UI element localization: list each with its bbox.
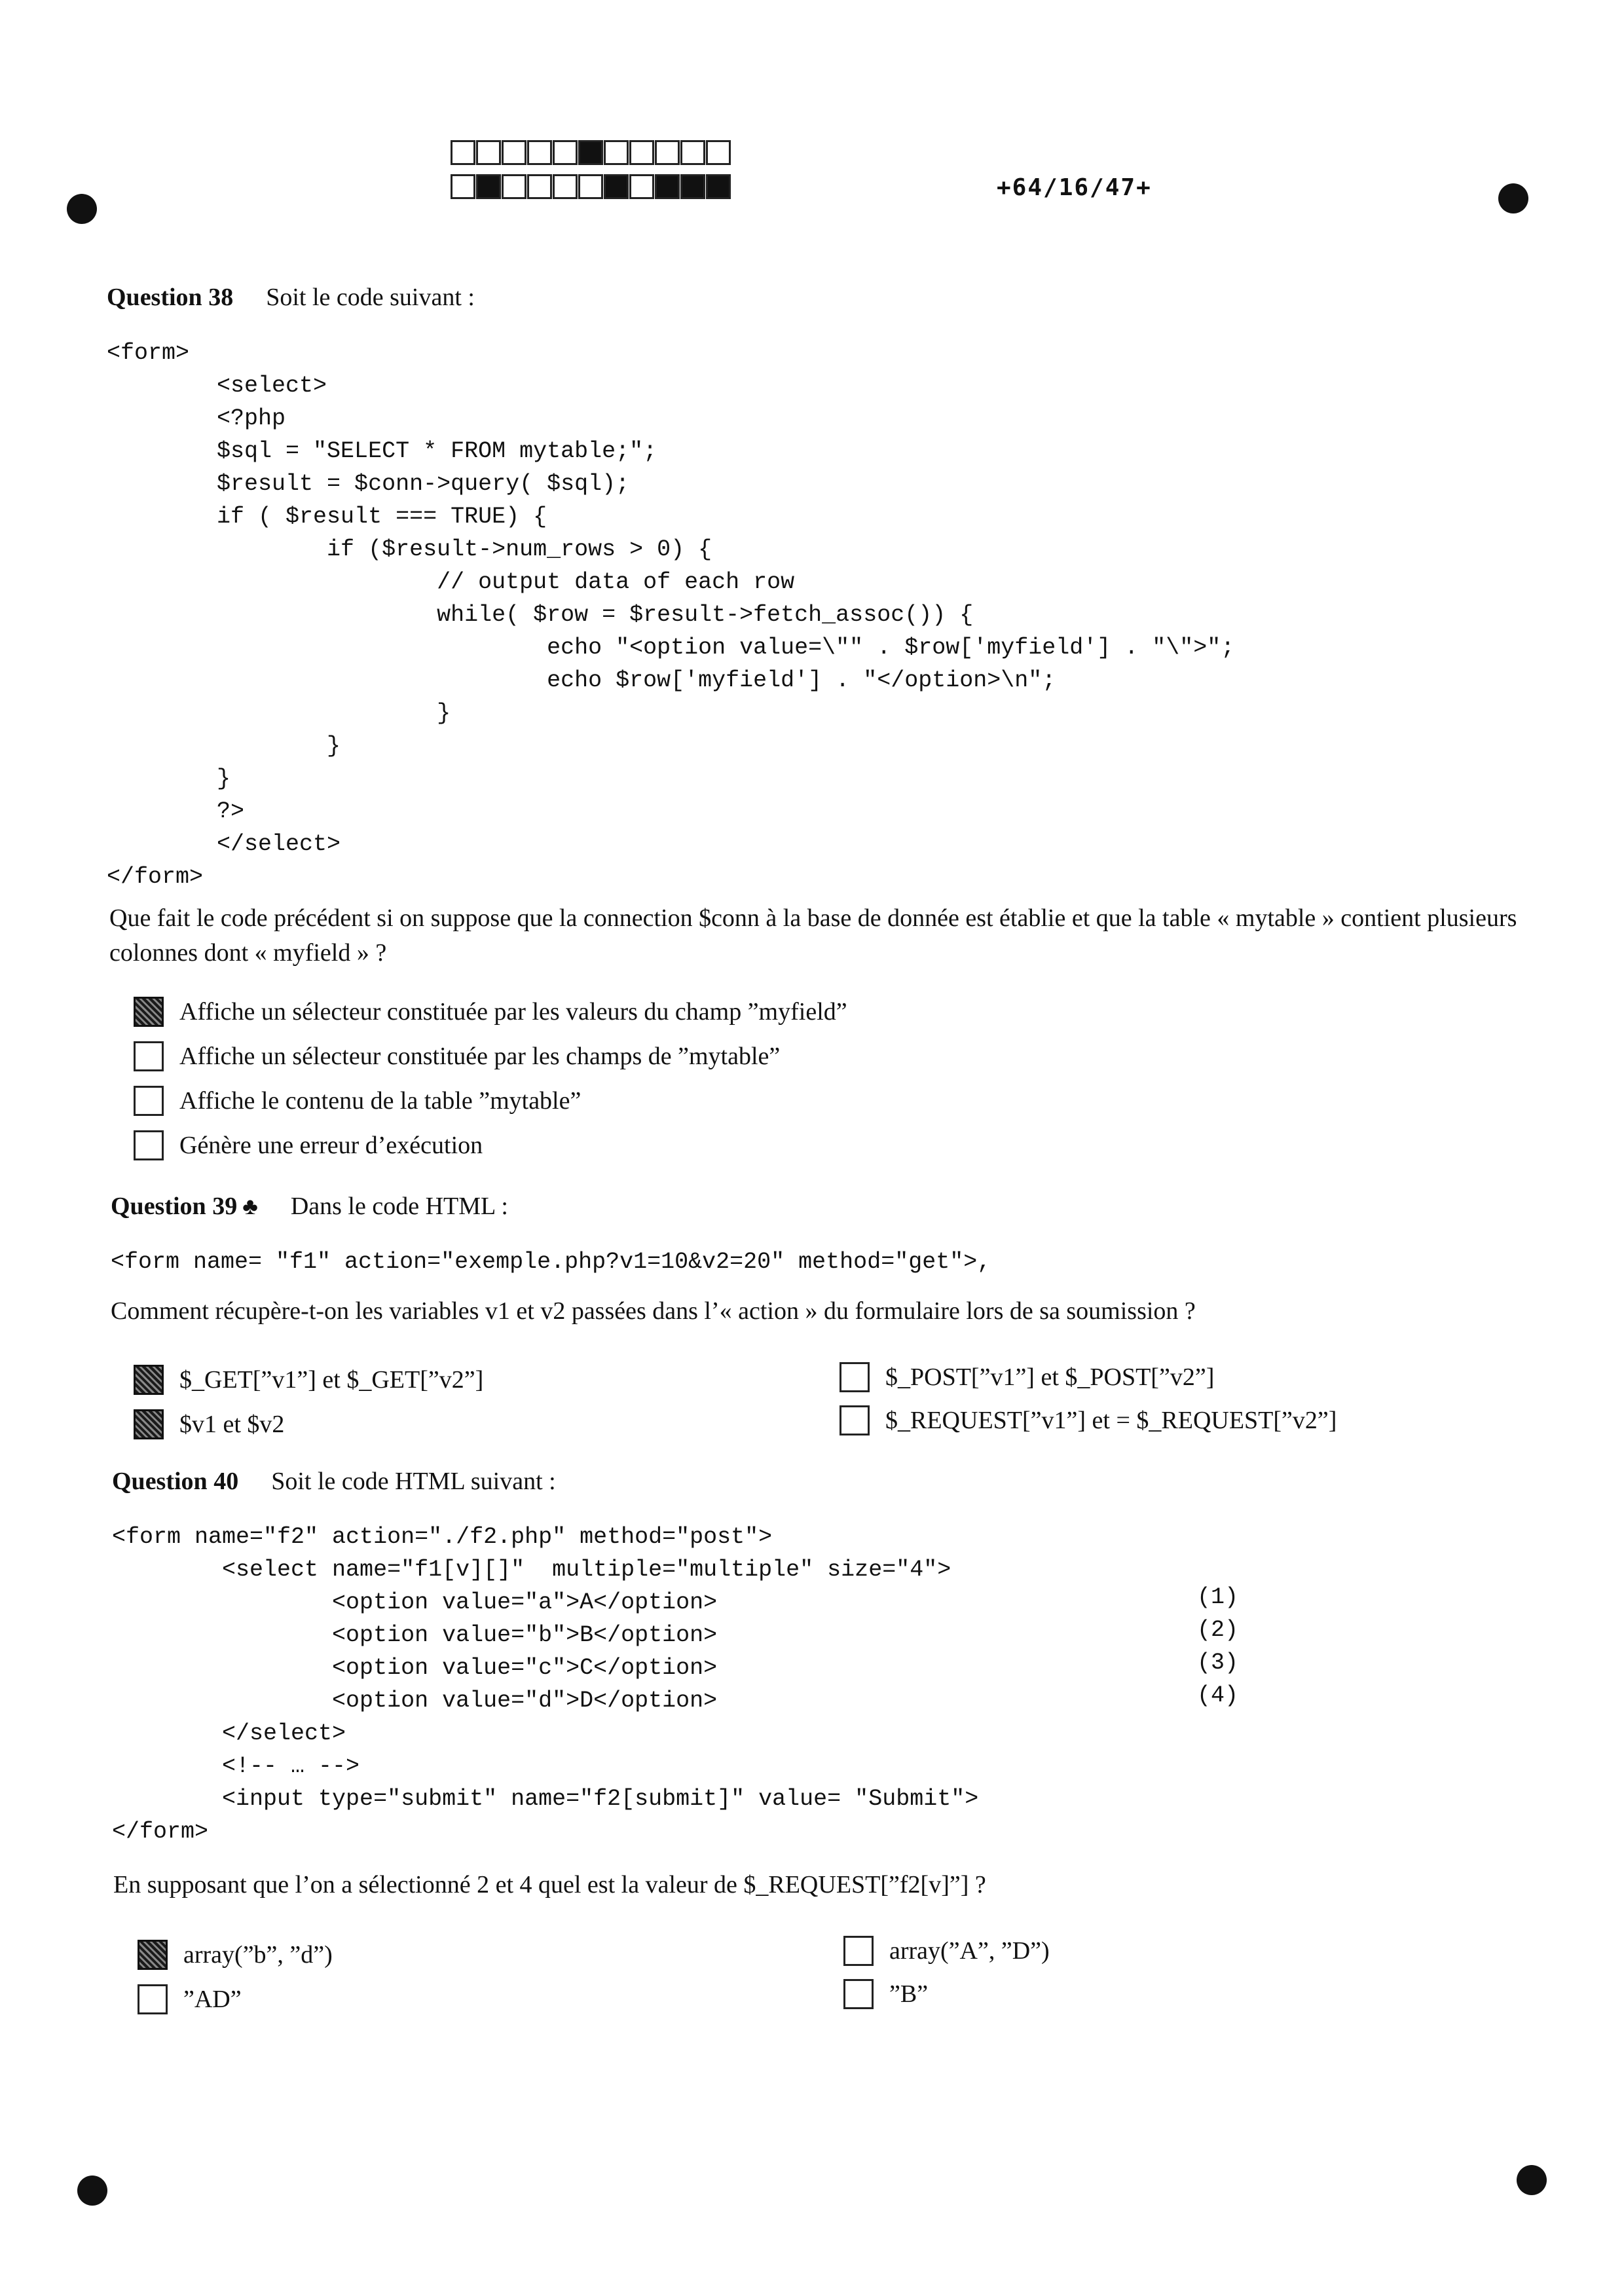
code-box-filled — [706, 174, 731, 199]
q38-code-block: <form> <select> <?php $sql = "SELECT * FROM mytable;"; $result = $conn->query( $sql); if ( $result === TRUE) { if ($result->num_rows > 0) { // output data of each row while( $row = $result->fetch_assoc()) { echo "<option value=\"" . $row['myfield'] . "\">"; echo $row['myfield'] . "</option>\n"; } } } ?> </select> </form> — [107, 340, 1235, 890]
code-box-filled — [578, 140, 603, 165]
code-box-empty — [604, 140, 629, 165]
q39-code-block: <form name= "f1" action="exemple.php?v1=10&v2=20" method="get">, — [111, 1249, 991, 1275]
q38-question-text: Que fait le code précédent si on suppose que la connection $conn à la base de donnée est établie et que la table « mytable » contient plusieurs colonnes dont « myfield » ? — [109, 904, 1517, 967]
answer-text: $_REQUEST[”v1”] et = $_REQUEST[”v2”] — [885, 1407, 1337, 1434]
answer-text: ”B” — [889, 1980, 929, 2008]
answer-text: array(”A”, ”D”) — [889, 1937, 1050, 1965]
code-box-empty — [502, 174, 526, 199]
answer-text: array(”b”, ”d”) — [183, 1941, 333, 1969]
answer-text: $_POST[”v1”] et $_POST[”v2”] — [885, 1363, 1215, 1391]
code-box-empty — [451, 174, 475, 199]
answer-text: $_GET[”v1”] et $_GET[”v2”] — [179, 1366, 484, 1394]
code-box-empty — [502, 140, 526, 165]
code-box-empty — [553, 174, 578, 199]
q39-answer-4[interactable] — [840, 1405, 1337, 1435]
answer-text: Affiche un sélecteur constituée par les valeurs du champ ”myfield” — [179, 998, 847, 1026]
answer-text: Affiche le contenu de la table ”mytable” — [179, 1087, 581, 1115]
code-box-empty — [476, 140, 501, 165]
answer-checkbox[interactable] — [840, 1405, 870, 1435]
code-box-filled — [680, 174, 705, 199]
q39-question-text: Comment récupère-t-on les variables v1 et v2 passées dans l’« action » du formulaire lors de sa soumission ? — [111, 1297, 1196, 1325]
question-title: Dans le code HTML : — [290, 1193, 508, 1220]
code-box-filled — [655, 174, 680, 199]
answer-checkbox[interactable] — [134, 997, 164, 1027]
answer-checkbox[interactable] — [843, 1979, 874, 2009]
code-box-filled — [604, 174, 629, 199]
answer-checkbox[interactable] — [134, 1365, 164, 1395]
question-label: Question 39 — [111, 1193, 238, 1220]
q40-line-number-3: (3) — [1197, 1650, 1239, 1676]
answer-checkbox[interactable] — [134, 1041, 164, 1071]
q39-answer-3[interactable] — [840, 1362, 1214, 1392]
answer-text: Affiche un sélecteur constituée par les champs de ”mytable” — [179, 1043, 781, 1070]
answer-text: ”AD” — [183, 1986, 242, 2013]
q40-line-number-1: (1) — [1197, 1584, 1239, 1610]
answer-checkbox[interactable] — [840, 1362, 870, 1392]
code-box-empty — [578, 174, 603, 199]
multiple-answers-club-icon: ♣ — [242, 1193, 258, 1219]
question-title: Soit le code suivant : — [266, 284, 475, 311]
q40-line-number-4: (4) — [1197, 1682, 1239, 1709]
code-box-empty — [655, 140, 680, 165]
q38-answer-4[interactable] — [134, 1130, 483, 1160]
code-box-empty — [629, 174, 654, 199]
q40-line-number-2: (2) — [1197, 1617, 1239, 1643]
q40-code-block: <form name="f2" action="./f2.php" method="post"> <select name="f1[v][]" multiple="multiple" size="4"> <option value="a">A</option> <option value="b">B</option> <option value="c">C</option> <option value="d">D</option> </select> <!-- … --> <input type="submit" name="f2[submit]" value= "Submit"> </form> — [112, 1524, 979, 1845]
corner-mark-top-left — [67, 194, 97, 224]
question-39-header — [111, 1192, 508, 1221]
question-38-header — [107, 283, 475, 312]
q40-answer-1[interactable] — [138, 1940, 333, 1970]
code-box-empty — [527, 174, 552, 199]
page-id: +64/16/47+ — [997, 174, 1152, 201]
code-box-empty — [553, 140, 578, 165]
q39-answer-1[interactable] — [134, 1365, 483, 1395]
code-box-empty — [680, 140, 705, 165]
code-box-filled — [476, 174, 501, 199]
answer-checkbox[interactable] — [134, 1086, 164, 1116]
corner-mark-bottom-right — [1517, 2165, 1547, 2195]
answer-checkbox[interactable] — [843, 1936, 874, 1966]
answer-checkbox[interactable] — [134, 1130, 164, 1160]
answer-checkbox[interactable] — [134, 1409, 164, 1439]
code-box-empty — [451, 140, 475, 165]
q38-answer-2[interactable] — [134, 1041, 780, 1071]
q40-answer-3[interactable] — [843, 1936, 1050, 1966]
answer-text: $v1 et $v2 — [179, 1411, 285, 1438]
question-40-header — [112, 1467, 556, 1496]
question-label: Question 40 — [112, 1468, 239, 1495]
q38-answer-3[interactable] — [134, 1086, 581, 1116]
corner-mark-top-right — [1498, 183, 1528, 213]
code-box-empty — [629, 140, 654, 165]
q40-question-text: En supposant que l’on a sélectionné 2 et 4 quel est la valeur de $_REQUEST[”f2[v]”] ? — [113, 1871, 986, 1898]
answer-text: Génère une erreur d’exécution — [179, 1132, 483, 1159]
id-code-row-2 — [451, 174, 731, 199]
code-box-empty — [527, 140, 552, 165]
answer-checkbox[interactable] — [138, 1940, 168, 1970]
id-code-row-1 — [451, 140, 731, 165]
code-box-empty — [706, 140, 731, 165]
question-label: Question 38 — [107, 284, 234, 311]
q39-answer-2[interactable] — [134, 1409, 284, 1439]
corner-mark-bottom-left — [77, 2176, 107, 2206]
question-title: Soit le code HTML suivant : — [271, 1468, 556, 1495]
q38-answer-1[interactable] — [134, 997, 847, 1027]
q40-answer-2[interactable] — [138, 1984, 242, 2014]
q40-answer-4[interactable] — [843, 1979, 928, 2009]
answer-checkbox[interactable] — [138, 1984, 168, 2014]
